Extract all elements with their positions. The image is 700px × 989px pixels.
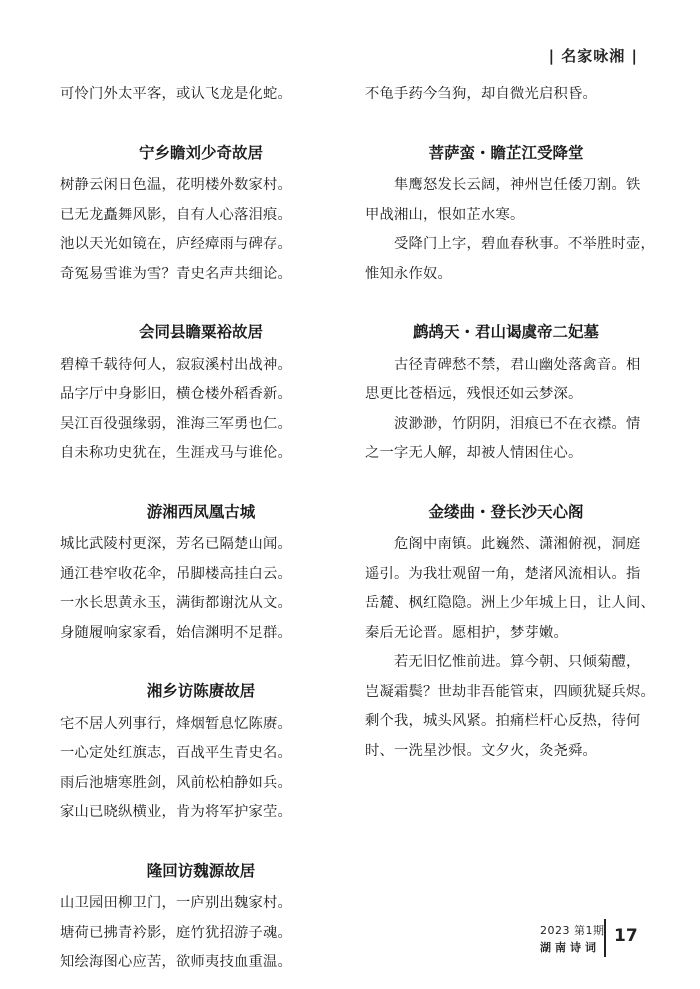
carryover-line: 可怜门外太平客，或认飞龙是化蛇。	[60, 86, 292, 102]
poem-line: 岳麓、枫红隐隐。洲上少年城上日，让人间、	[365, 595, 655, 611]
poem-line: 时、一洗星沙恨。文夕火，灸尧舜。	[365, 742, 597, 759]
poem-line: 古径青碑愁不禁，君山幽处落禽音。相	[394, 356, 641, 373]
poem-line: 城比武陵村更深，芳名已隔楚山闻。	[60, 536, 292, 552]
poem-line: 碧樟千载待何人，寂寂溪村出战神。	[60, 356, 292, 373]
poem	[60, 676, 342, 828]
poem-line: 隼鹰怒发长云阔，神州岂任倭刀割。铁	[394, 177, 641, 193]
poem-title: 菩萨蛮・瞻芷江受降堂	[428, 142, 584, 162]
poem-line: 思更比苍梧远，残恨还如云梦深。	[365, 386, 583, 402]
poem-line: 受降门上字，碧血春秋事。不举胜时壶，	[394, 236, 655, 252]
poem-line: 一水长思黄永玉，满街都谢沈从文。	[60, 595, 292, 611]
poem	[365, 138, 655, 290]
poem-line: 身随履响家家看，始信渊明不足群。	[60, 624, 292, 641]
poem-title: 金缕曲・登长沙天心阁	[428, 501, 584, 521]
poem-line: 家山已晓纵横业，肯为将军护家茔。	[60, 804, 292, 820]
poem-title: 隆回访魏源故居	[146, 860, 256, 880]
poem	[365, 317, 647, 469]
section-tag: | 名家咏湘 |	[548, 47, 638, 65]
poem-line: 秦后无论晋。愿相护，梦芽嫩。	[365, 624, 568, 641]
poem-line: 岂凝霜鬓？世劫非吾能管束，四顾犹疑兵烬。	[365, 683, 655, 700]
poem-title: 湘乡访陈赓故居	[146, 681, 256, 700]
poem-line: 若无旧忆惟前进。算今朝、只倾菊醴，	[394, 654, 641, 670]
poem-line: 树静云闲日色温，花明楼外数家村。	[60, 177, 292, 193]
poem-title: 会同县瞻粟裕故居	[138, 322, 263, 341]
poem-line: 宅不居人列事行，烽烟暂息忆陈赓。	[60, 715, 292, 732]
poem	[60, 138, 342, 290]
poem-line: 遥引。为我壮观留一角，楚渚风流相认。指	[365, 565, 641, 582]
poem-line: 通江巷窄收花伞，吊脚楼高挂白云。	[60, 565, 292, 582]
poem-line: 波渺渺，竹阴阴，泪痕已不在衣襟。情	[394, 415, 641, 432]
poem-title: 游湘西凤凰古城	[146, 501, 256, 521]
left-column	[60, 80, 342, 978]
poem-line: 已无龙矗舞风影，自有人心落泪痕。	[60, 206, 292, 223]
magazine-name: 湖南诗词	[540, 941, 600, 954]
poem	[60, 497, 342, 649]
poem-line: 危阁中南镇。此巍然、潇湘俯视，洞庭	[394, 536, 641, 552]
footer-divider	[604, 919, 606, 957]
poem	[60, 317, 342, 469]
poem-title: 宁乡瞻刘少奇故居	[138, 142, 263, 162]
footer-info	[540, 922, 605, 955]
poem-title: 鹧鸪天・君山谒虞帝二妃墓	[412, 322, 599, 341]
page-number: 17	[614, 926, 638, 946]
poem-line: 品字厅中身影旧，横仓楼外稻香新。	[60, 386, 292, 402]
right-column	[365, 80, 655, 766]
poem-line: 甲战湘山，恨如芷水寒。	[365, 206, 525, 223]
poem-line: 奇冤易雪谁为雪？青史名声共细论。	[60, 265, 292, 282]
poem-line: 塘荷已拂青衿影，庭竹犹招游子魂。	[60, 924, 292, 941]
poem-line: 之一字无人解，却被人情困住心。	[365, 445, 583, 461]
poem-line: 吴江百役强缘弱，淮海三军勇也仁。	[60, 415, 292, 432]
poem-line: 一心定处红旗志，百战平生青史名。	[60, 745, 292, 761]
poem-line: 惟知永作奴。	[365, 265, 452, 282]
poem	[365, 497, 655, 767]
carryover-line: 不龟手药今刍狗，却自微光启积昏。	[365, 86, 597, 102]
poem-line: 池以天光如镜在，庐经瘴雨与碑存。	[60, 236, 292, 252]
poem-line: 雨后池塘寒胜剑，风前松柏静如兵。	[60, 774, 292, 791]
poem-line: 山卫园田柳卫门，一庐别出魏家村。	[60, 895, 292, 911]
poem-line: 剩个我，城头风紧。拍痛栏杆心反热，待何	[365, 713, 641, 729]
poem-line: 自未称功史犹在，生涯戎马与谁伦。	[60, 445, 292, 461]
poem	[60, 856, 342, 978]
poem-line: 知绘海图心应苦，欲师夷技血重温。	[60, 954, 292, 970]
issue-label: 2023 第1期	[540, 924, 605, 937]
